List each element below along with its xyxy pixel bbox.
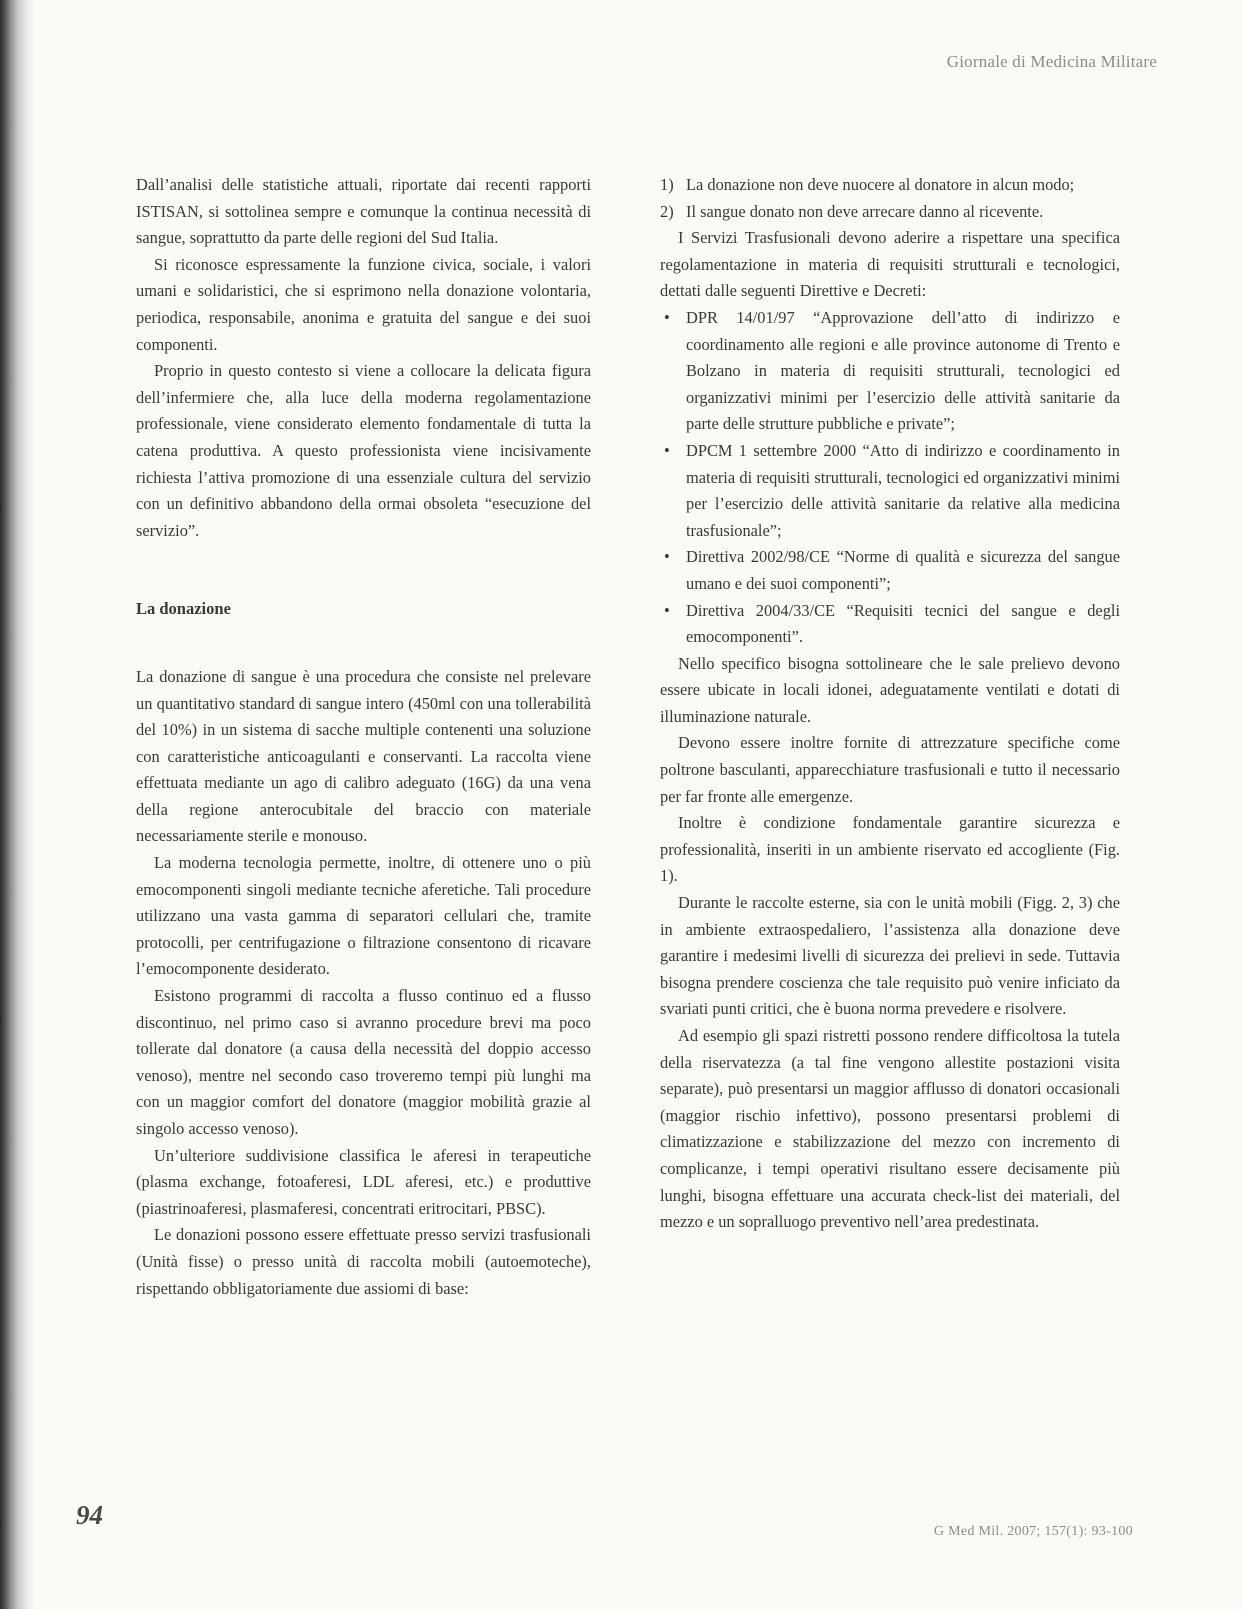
regulations-list: [660, 305, 1120, 651]
paragraph: Ad esempio gli spazi ristretti possono rendere difficoltosa la tutela della riservatezza (a tal fine vengono allestite postazioni visita separate), può presentarsi un maggior afflusso di donatori occasionali (maggior rischio infettivo), possono presentarsi problemi di climatizzazione e stabilizzazione del mezzo con incremento di complicanze, i tempi operativi risultano essere decisamente più lunghi, bisogna effettuare una accurata check-list dei materiali, del mezzo e un sopralluogo preventivo nell’area predestinata.: [660, 1026, 1120, 1232]
bullet-icon: •: [664, 307, 670, 327]
paragraph: Dall’analisi delle statistiche attuali, riportate dai recenti rapporti ISTISAN, si sottolinea sempre e comunque la continua necessità di sangue, soprattutto da parte delle regioni del Sud Italia.: [136, 175, 591, 248]
list-text: La donazione non deve nuocere al donatore in alcun modo;: [686, 175, 1075, 194]
paragraph: Un’ulteriore suddivisione classifica le aferesi in terapeutiche (plasma exchange, fotoaferesi, LDL aferesi, etc.) e produttive (piastrinoaferesi, plasmaferesi, concentrati eritrocitari, PBSC).: [136, 1145, 591, 1218]
paragraph: Le donazioni possono essere effettuate presso servizi trasfusionali (Unità fisse) o presso unità di raccolta mobili (autoemoteche), rispettando obbligatoriamente due assiomi di base:: [136, 1225, 591, 1298]
list-number: 2): [660, 201, 674, 221]
paragraph: Si riconosce espressamente la funzione civica, sociale, i valori umani e solidaristici, che si esprimono nella donazione volontaria, periodica, responsabile, anonima e gratuita del sangue e dei suoi componenti.: [136, 254, 591, 354]
paragraph: Proprio in questo contesto si viene a collocare la delicata figura dell’infermiere che, alla luce della moderna regolamentazione professionale, viene considerato elemento fondamentale di tutta la catena produttiva. A questo professionista viene incisivamente richiesta l’attiva promozione di una essenziale cultura del servizio con un definitivo abbandono della ormai obsoleta “esecuzione del servizio”.: [136, 361, 591, 540]
paragraph: La moderna tecnologia permette, inoltre, di ottenere uno o più emocomponenti singoli mediante tecniche aferetiche. Tali procedure utilizzano una vasta gamma di separatori cellulari che, tramite protocolli, per centrifugazione o filtrazione consentono di ricavare l’emocomponente desiderato.: [136, 853, 591, 979]
bullet-icon: •: [664, 600, 670, 620]
paragraph: I Servizi Trasfusionali devono aderire a rispettare una specifica regolamentazione in materia di requisiti strutturali e tecnologici, dettati dalle seguenti Direttive e Decreti:: [660, 228, 1120, 301]
running-header: Giornale di Medicina Militare: [946, 52, 1157, 71]
list-item: [660, 172, 1120, 199]
page-binding-shadow: [0, 0, 36, 1609]
bullet-icon: •: [664, 547, 670, 567]
list-text: DPR 14/01/97 “Approvazione dell’atto di indirizzo e coordinamento alle regioni e alle province autonome di Trento e Bolzano in materia di requisiti strutturali, tecnologici ed organizzativi minimi per l’esercizio delle attività sanitarie da parte delle strutture pubbliche e private”;: [686, 307, 1120, 434]
list-item: [660, 199, 1120, 226]
list-text: Direttiva 2002/98/CE “Norme di qualità e sicurezza del sangue umano e dei suoi componenti”;: [686, 547, 1120, 593]
list-item: [660, 598, 1120, 651]
page-number: 94: [76, 1500, 103, 1530]
right-column: [660, 172, 1120, 1236]
paragraph: Nello specifico bisogna sottolineare che le sale prelievo devono essere ubicate in locali idonei, adeguatamente ventilati e dotati di illuminazione naturale.: [660, 653, 1120, 726]
bullet-icon: •: [664, 440, 670, 460]
left-column: [136, 172, 591, 1302]
list-item: [660, 438, 1120, 544]
paragraph: Inoltre è condizione fondamentale garantire sicurezza e professionalità, inseriti in un ambiente riservato ed accogliente (Fig. 1).: [660, 813, 1120, 886]
list-item: [660, 305, 1120, 438]
list-text: DPCM 1 settembre 2000 “Atto di indirizzo e coordinamento in materia di requisiti strutturali, tecnologici ed organizzativi minimi per l’esercizio delle attività sanitarie da relative alla medicina trasfusionale”;: [686, 440, 1120, 540]
list-text: Il sangue donato non deve arrecare danno al ricevente.: [686, 201, 1044, 221]
list-number: 1): [660, 175, 674, 194]
paragraph: Esistono programmi di raccolta a flusso continuo ed a flusso discontinuo, nel primo caso si avranno procedure brevi ma poco tollerate dal donatore (a causa della necessità del doppio accesso venoso), mentre nel secondo caso troveremo tempi più lunghi ma con un maggior comfort del donatore (maggior mobilità grazie al singolo accesso venoso).: [136, 986, 591, 1138]
list-item: [660, 544, 1120, 597]
paragraph: La donazione di sangue è una procedura che consiste nel prelevare un quantitativo standard di sangue intero (450ml con una tollerabilità del 10%) in un sistema di sacche multiple contenenti una soluzione con caratteristiche anticoagulanti e conservanti. La raccolta viene effettuata mediante un ago di calibro adeguato (16G) da una vena della regione anterocubitale del braccio con materiale necessariamente sterile e monouso.: [136, 666, 591, 846]
journal-citation: G Med Mil. 2007; 157(1): 93-100: [933, 1524, 1133, 1539]
list-text: Direttiva 2004/33/CE “Requisiti tecnici del sangue e degli emocomponenti”.: [686, 600, 1120, 647]
paragraph: Durante le raccolte esterne, sia con le unità mobili (Figg. 2, 3) che in ambiente extraospedaliero, l’assistenza alla donazione deve garantire i medesimi livelli di sicurezza dei prelievi in sede. Tuttavia bisogna prendere coscienza che tale requisito può venire inficiato da svariati punti critici, che è buona norma prevedere e risolvere.: [660, 893, 1120, 1019]
paragraph: Devono essere inoltre fornite di attrezzature specifiche come poltrone basculanti, apparecchiature trasfusionali e tutto il necessario per far fronte alle emergenze.: [660, 733, 1120, 806]
axioms-list: [660, 172, 1120, 225]
section-heading: La donazione: [136, 599, 231, 619]
